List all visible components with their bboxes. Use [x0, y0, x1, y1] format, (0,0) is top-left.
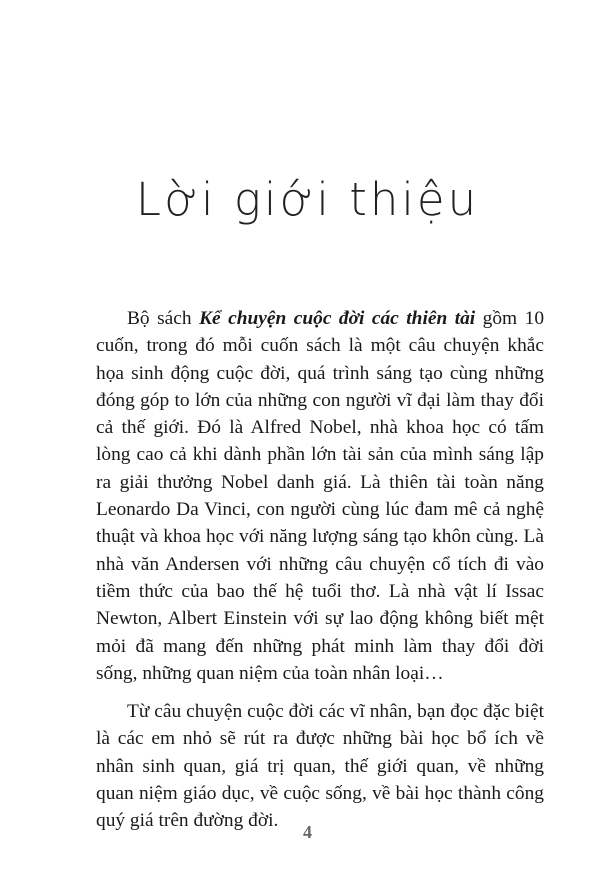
body-text — [96, 305, 544, 835]
page-number: 4 — [303, 822, 312, 842]
paragraph-intro — [96, 305, 544, 687]
paragraph-lessons: Từ câu chuyện cuộc đời các vĩ nhân, bạn đọc đặc biệt là các em nhỏ sẽ rút ra được những bài học bổ ích về nhân sinh quan, giá trị quan, thế giới quan, về những quan niệm giáo dục, về cuộc sống, về bài học thành công quý giá trên đường đời. — [96, 701, 544, 832]
paragraph-intro-lead: Bộ sách — [127, 308, 200, 329]
series-title: Kể chuyện cuộc đời các thiên tài — [199, 308, 476, 329]
paragraph-intro-rest: gồm 10 cuốn, trong đó mỗi cuốn sách là một câu chuyện khắc họa sinh động cuộc đời, quá trình sáng tạo cùng những đóng góp to lớn của những con người vĩ đại làm thay đổi cả thế giới. Đó là Alfred Nobel, nhà khoa học có tấm lòng cao cả khi dành phần lớn tài sản của mình sáng lập ra giải thưởng Nobel danh giá. Là thiên tài toàn năng Leonardo Da Vinci, con người cùng lúc đam mê cả nghệ thuật và khoa học với năng lượng sáng tạo khôn cùng. Là nhà văn Andersen với những câu chuyện cổ tích đi vào tiềm thức của bao thế hệ tuổi thơ. Là nhà vật lí Issac Newton, Albert Einstein với sự lao động không biết mệt mỏi đã mang đến những phát minh làm thay đổi đời sống, những quan niệm của toàn nhân loại… — [96, 308, 545, 684]
page-title: Lời giới thiệu — [135, 173, 480, 226]
